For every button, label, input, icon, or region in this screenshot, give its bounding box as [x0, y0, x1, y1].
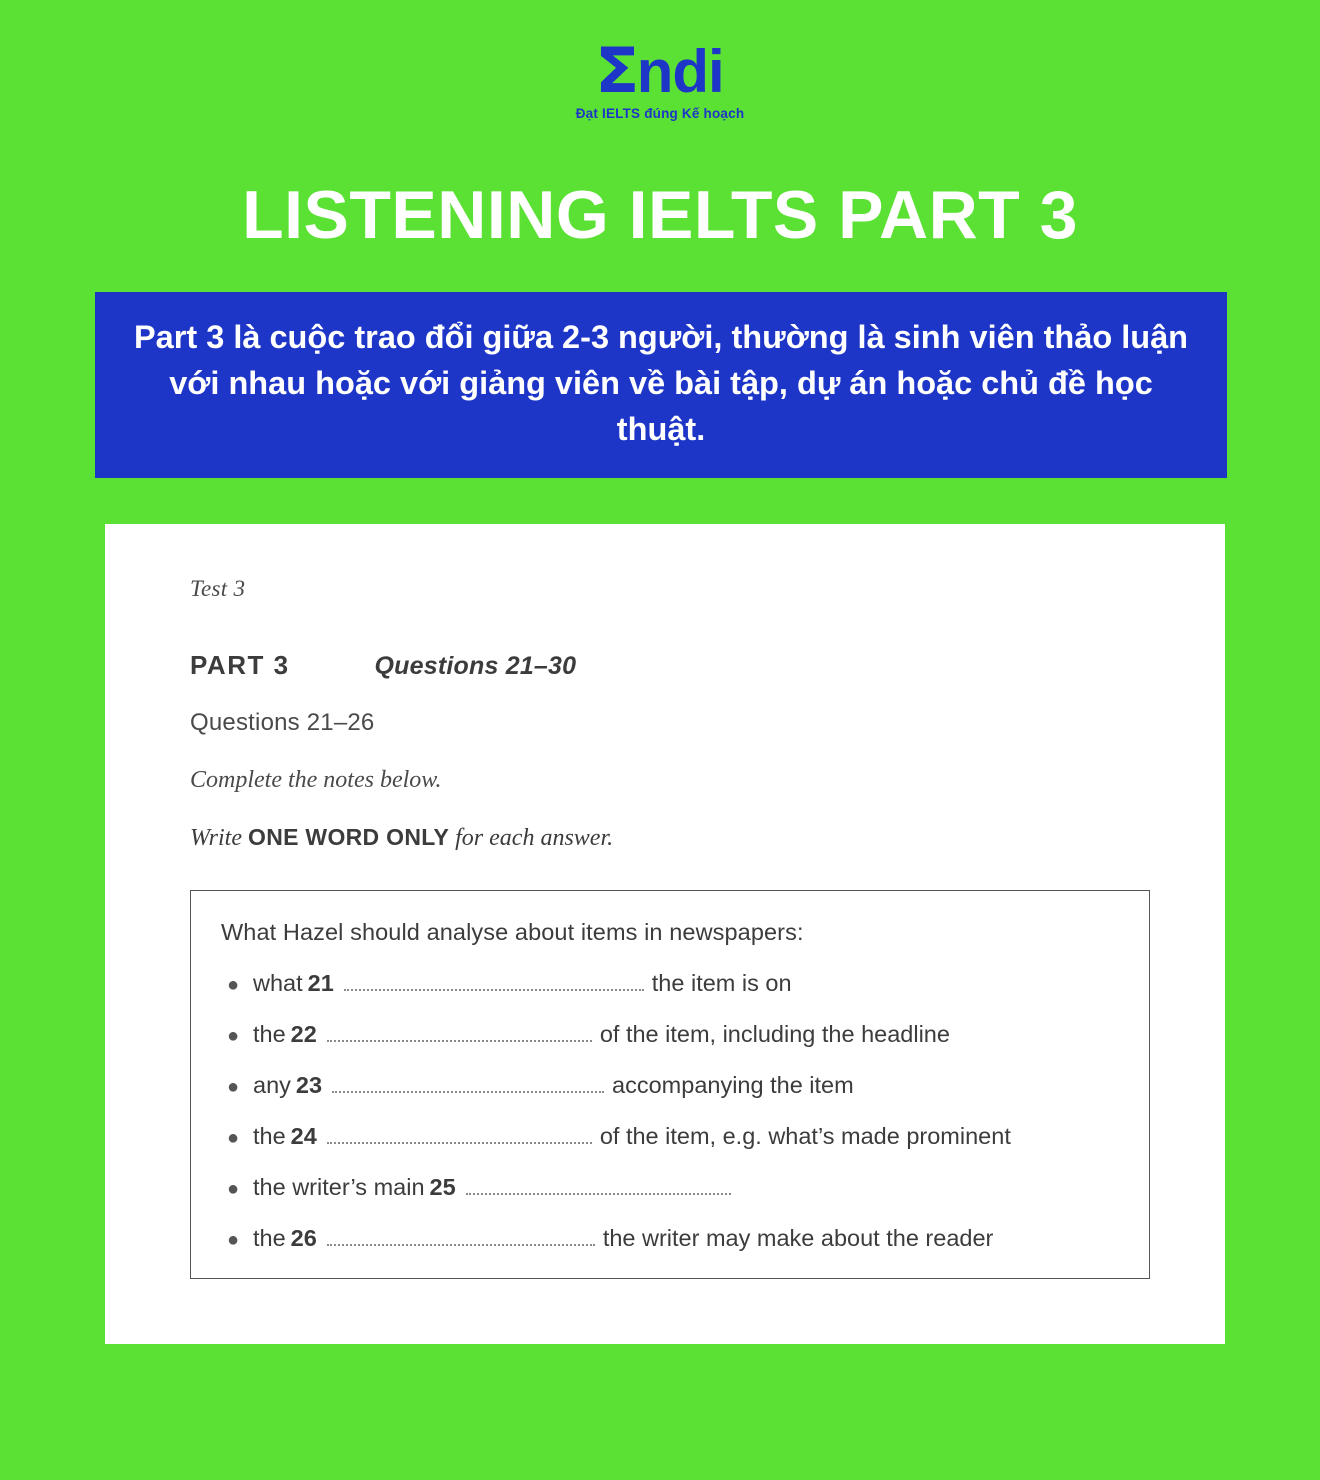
sigma-icon: Σ — [595, 34, 638, 107]
note-suffix: the writer may make about the reader — [602, 1225, 994, 1251]
bullet-icon: ● — [227, 1076, 240, 1098]
description-banner: Part 3 là cuộc trao đổi giữa 2-3 người, thường là sinh viên thảo luận với nhau hoặc với giảng viên về bài tập, dự án hoặc chủ đề học thuật. — [95, 292, 1227, 478]
note-number: 23 — [295, 1072, 323, 1098]
note-prefix: the — [253, 1123, 286, 1149]
notes-list — [221, 970, 1119, 1252]
list-item — [221, 1123, 1119, 1150]
answer-blank[interactable] — [466, 1181, 731, 1195]
notes-box — [190, 890, 1150, 1279]
bullet-icon: ● — [227, 974, 240, 996]
note-suffix: the item is on — [651, 970, 792, 996]
note-prefix: the — [253, 1021, 286, 1047]
logo-tagline: Đạt IELTS đúng Kế hoạch — [575, 106, 745, 121]
note-number: 24 — [290, 1123, 317, 1149]
document-card — [105, 524, 1225, 1344]
questions-subrange: Questions 21–26 — [190, 709, 375, 736]
brand-logo — [0, 34, 1320, 121]
logo-wordmark — [595, 34, 724, 107]
bullet-icon: ● — [227, 1229, 240, 1251]
list-item — [221, 1174, 1119, 1201]
answer-blank[interactable] — [327, 1130, 592, 1144]
note-number: 21 — [307, 970, 334, 996]
instruction-emphasis: ONE WORD ONLY — [248, 824, 450, 850]
note-prefix: what — [253, 970, 303, 996]
answer-blank[interactable] — [327, 1028, 592, 1042]
note-prefix: any — [253, 1072, 291, 1098]
list-item — [221, 1021, 1119, 1048]
questions-range: Questions 21–30 — [374, 652, 577, 680]
logo-name: ndi — [636, 38, 724, 105]
notes-heading: What Hazel should analyse about items in newspapers: — [221, 919, 804, 945]
note-suffix: of the item, e.g. what’s made prominent — [599, 1123, 1011, 1149]
note-suffix: of the item, including the headline — [599, 1021, 950, 1047]
instruction-prefix: Write — [190, 825, 248, 851]
list-item — [221, 1225, 1119, 1252]
note-suffix: accompanying the item — [612, 1072, 854, 1098]
answer-blank[interactable] — [332, 1079, 604, 1093]
list-item — [221, 1072, 1119, 1099]
test-label: Test 3 — [190, 576, 246, 601]
instruction-one-word-only — [190, 824, 1153, 852]
answer-blank[interactable] — [344, 977, 644, 991]
note-prefix: the — [253, 1225, 286, 1251]
part-label: PART 3 — [190, 650, 290, 680]
bullet-icon: ● — [227, 1025, 240, 1047]
note-number: 22 — [290, 1021, 317, 1047]
bullet-icon: ● — [227, 1178, 240, 1200]
bullet-icon: ● — [227, 1127, 240, 1149]
note-number: 26 — [290, 1225, 317, 1251]
note-prefix: the writer’s main — [253, 1174, 425, 1200]
instruction-suffix: for each answer. — [449, 825, 614, 851]
note-number: 25 — [429, 1174, 456, 1200]
answer-blank[interactable] — [327, 1232, 595, 1246]
page-title: LISTENING IELTS PART 3 — [242, 177, 1078, 253]
part-header — [190, 650, 1153, 681]
instruction-complete-notes: Complete the notes below. — [190, 767, 442, 793]
list-item — [221, 970, 1119, 997]
